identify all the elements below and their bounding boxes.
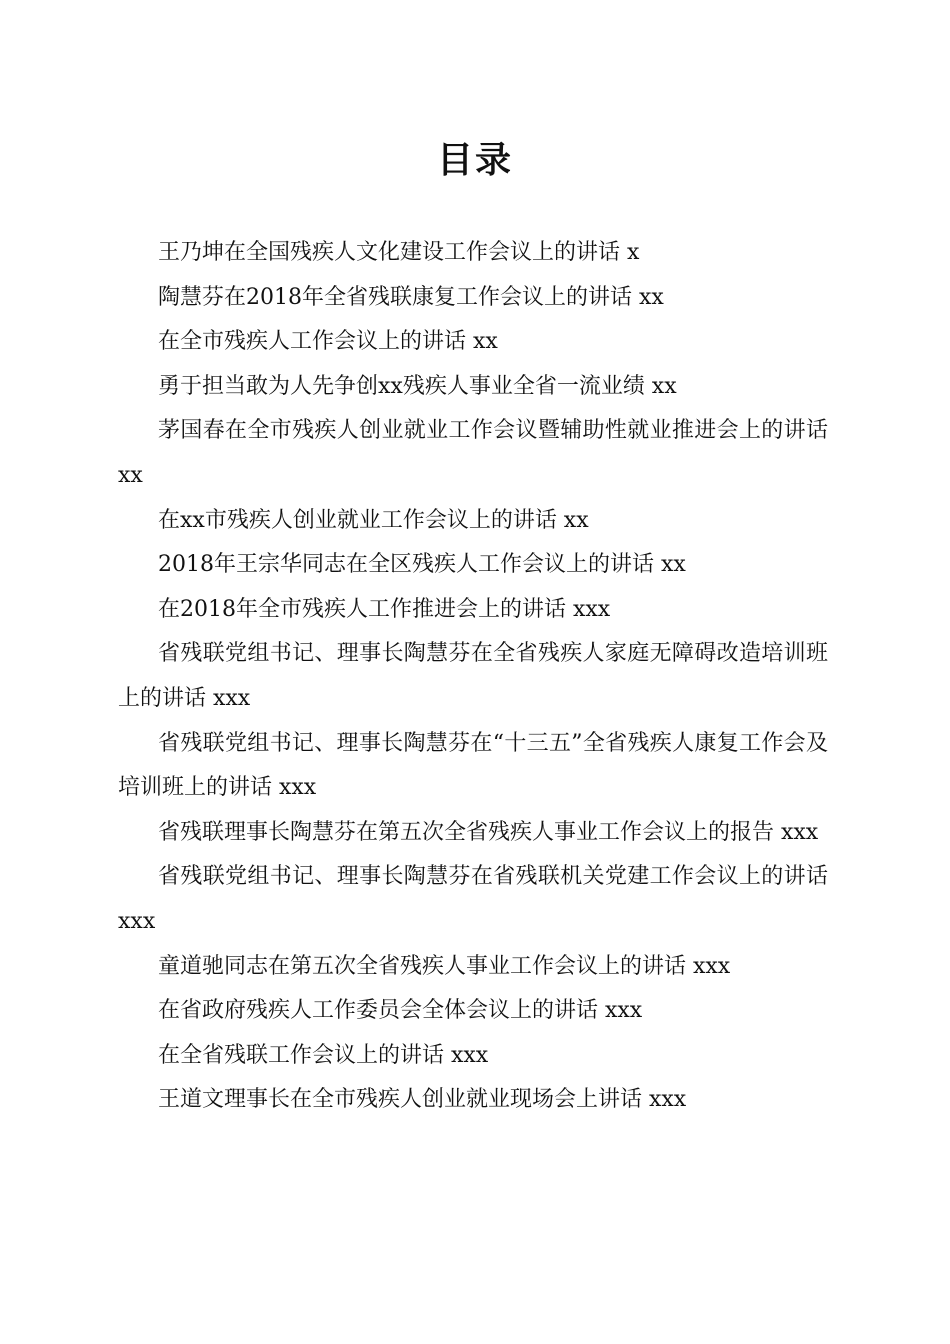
toc-entry: 在全省残联工作会议上的讲话 xxx (158, 1042, 489, 1068)
toc-entry: 2018年王宗华同志在全区残疾人工作会议上的讲话 xx (158, 552, 686, 578)
toc-entry: 陶慧芬在2018年全省残联康复工作会议上的讲话 xx (158, 284, 664, 310)
toc-entry: 在xx市残疾人创业就业工作会议上的讲话 xx (158, 507, 589, 533)
toc-entry: 省残联理事长陶慧芬在第五次全省残疾人事业工作会议上的报告 xxx (158, 819, 819, 845)
toc-entry: 勇于担当敢为人先争创xx残疾人事业全省一流业绩 xx (158, 373, 677, 399)
toc-entry: 省残联党组书记、理事长陶慧芬在“十三五”全省残疾人康复工作会及培训班上的讲话 xxx (118, 730, 828, 801)
toc-entry: 王道文理事长在全市残疾人创业就业现场会上讲话 xxx (158, 1087, 687, 1113)
toc-entry: 王乃坤在全国残疾人文化建设工作会议上的讲话 x (158, 240, 640, 265)
toc-title: 目录 (436, 139, 513, 181)
toc-entry: 茅国春在全市残疾人创业就业工作会议暨辅助性就业推进会上的讲话 xx (118, 418, 828, 488)
toc-entry: 童道驰同志在第五次全省残疾人事业工作会议上的讲话 xxx (158, 953, 731, 979)
toc-entry: 省残联党组书记、理事长陶慧芬在省残联机关党建工作会议上的讲话 xxx (118, 864, 828, 934)
toc-entry: 省残联党组书记、理事长陶慧芬在全省残疾人家庭无障碍改造培训班上的讲话 xxx (118, 641, 828, 711)
toc-entry: 在省政府残疾人工作委员会全体会议上的讲话 xxx (158, 998, 643, 1024)
toc-entry: 在全市残疾人工作会议上的讲话 xx (158, 329, 498, 355)
toc-list (118, 231, 828, 1123)
toc-entry: 在2018年全市残疾人工作推进会上的讲话 xxx (158, 596, 611, 622)
